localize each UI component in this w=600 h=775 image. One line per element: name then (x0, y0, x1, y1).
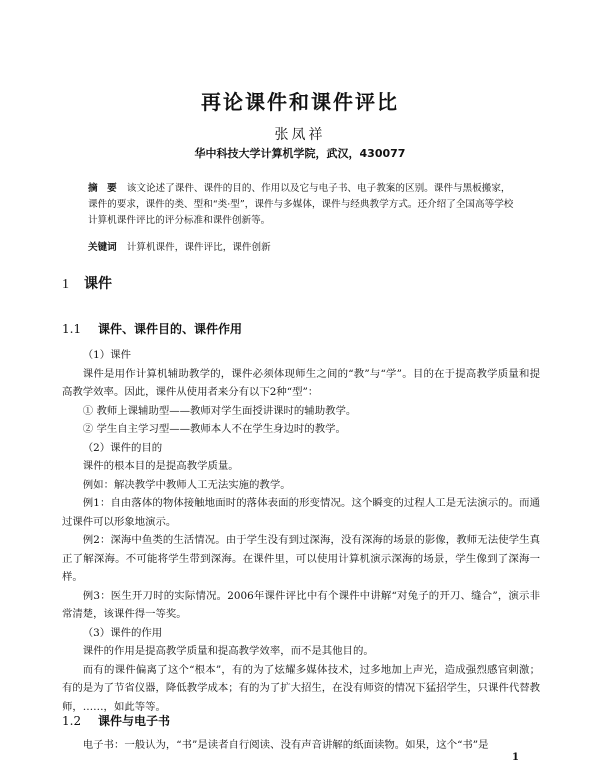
body-paragraph: ① 教师上课辅助型——教师对学生面授讲课时的辅助教学。 (82, 404, 357, 417)
keywords-text: 计算机课件，课件评比，课件创新 (126, 242, 271, 253)
body-paragraph: 例2：深海中鱼类的生活情况。由于学生没有到过深海，没有深海的场景的影像，教师无法使学生真正了解深海。不可能将学生带到深海。在课件里，可以使用计算机演示深海的场景，学生像到了深海一样。 (62, 534, 540, 583)
subsection-number: 1.1 (62, 322, 82, 336)
section-title: 课件 (84, 276, 112, 292)
body-paragraph: 电子书：一般认为，“书”是读者自行阅读、没有声音讲解的纸面读物。如果，这个“书”是 (82, 739, 489, 751)
abstract-label: 摘 要 (88, 183, 117, 194)
body-paragraph: 课件是用作计算机辅助教学的，课件必须体现师生之间的“教”与“学”。目的在于提高教学质量和提高教学效率。因此，课件从使用者来分有以下2种“型”： (62, 367, 540, 398)
subsection-title: 课件与电子书 (98, 714, 171, 728)
section-1-1-body (62, 346, 540, 716)
body-paragraph: 例3：医生开刀时的实际情况。2006年课件评比中有个课件中讲解“对兔子的开刀、缝合”，演示非常清楚，该课件得一等奖。 (62, 589, 540, 620)
subsection-title: 课件、课件目的、课件作用 (98, 322, 243, 336)
keywords-label: 关键词 (88, 242, 117, 253)
section-1-1-heading (62, 320, 242, 337)
section-1-2-heading (62, 712, 170, 729)
section-number: 1 (62, 277, 69, 292)
subsection-number: 1.2 (62, 714, 82, 728)
body-paragraph: 课件的根本目的是提高教学质量。 (82, 460, 239, 472)
body-paragraph: （2）课件的目的 (82, 441, 163, 454)
abstract-text: 该文论述了课件、课件的目的、作用以及它与电子书、电子教案的区别。课件与黑板搬家，课件的要求，课件的类、型和“类·型”，课件与多媒体，课件与经典教学方式。还介绍了全国高等学校计算机课件评比的评分标准和课件创新等。 (88, 183, 514, 226)
abstract (88, 181, 516, 229)
body-paragraph: 例1：自由落体的物体接触地面时的落体表面的形变情况。这个瞬变的过程人工是无法演示的。而通过课件可以形象地演示。 (62, 497, 540, 528)
paper-title: 再论课件和课件评比 (201, 90, 399, 114)
section-1-heading (62, 273, 112, 293)
page-number: 1 (512, 752, 519, 763)
author-name: 张凤祥 (274, 127, 326, 143)
author-affiliation: 华中科技大学计算机学院，武汉，430077 (194, 147, 406, 160)
body-paragraph: 例如：解决教学中教师人工无法实施的教学。 (82, 478, 291, 491)
body-paragraph: （3）课件的作用 (82, 626, 163, 639)
body-paragraph: （1）课件 (82, 349, 131, 361)
body-paragraph: 而有的课件偏离了这个“根本”，有的为了炫耀多媒体技术，过多地加上声光，造成强烈感官刺激；有的是为了节省仪器，降低教学成本；有的为了扩大招生，在没有师资的情况下猛招学生，只课件代替教师，……，如此等等。 (62, 663, 540, 713)
body-paragraph: ② 学生自主学习型——教师本人不在学生身边时的教学。 (82, 423, 346, 435)
body-paragraph: 课件的作用是提高教学质量和提高教学效率，而不是其他目的。 (82, 645, 374, 657)
section-1-2-body (62, 736, 540, 755)
keywords (88, 240, 516, 256)
